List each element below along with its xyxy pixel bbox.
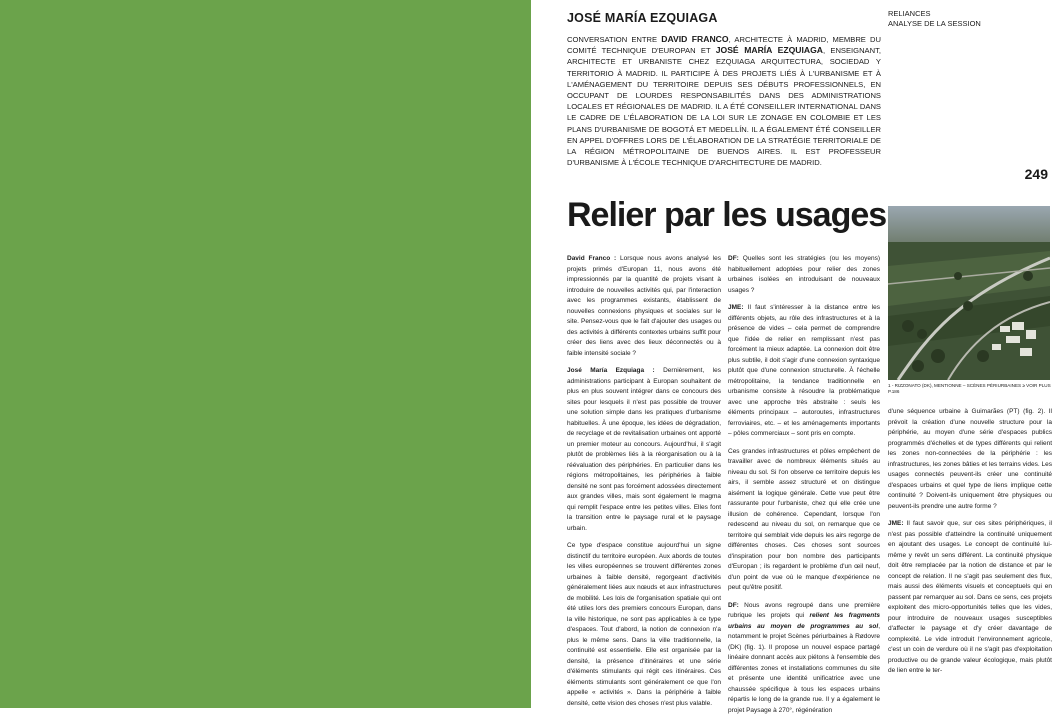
speaker-label: David Franco :	[567, 255, 617, 262]
paragraph-text: Il faut s'intéresser à la distance entre les différents objets, au rôle des infrastructures et à la présence de vides – cela permet de comprendre que l'idée de relier en remplissant n'est pas forcément la mieux adaptée. La connexion doit être plus subtile, il doit s'agir d'une connexion syntaxique plutôt que d'une connexion structurelle. À l'échelle métropolitaine, la tendance traditionnelle en urbanisme consiste à résoudre la problématique avec une approche très abstraite : seuls les éléments principaux – autoroutes, infrastructures ferroviaires, etc. – et les aménagements importants – pôles commerciaux – sont pris en compte.	[728, 304, 880, 437]
aerial-photo	[888, 206, 1050, 380]
paragraph	[567, 254, 721, 359]
paragraph	[728, 254, 880, 296]
paragraph-text: , notamment le projet Scènes périurbaines à Rødovre (DK) (fig. 1). Il propose un nouvel espace partagé linéaire donnant accès aux piétons à l'ensemble des différentes zones et installations communes du site et présente une identité unificatrice avec une chaussée spécifique à tous les espaces urbains répartis le long de la grande rue. Il y a également le projet Paysage à 270°, régénération	[728, 622, 880, 714]
headline: Relier par les usages	[567, 196, 887, 234]
intro-name-franco: DAVID FRANCO	[661, 34, 729, 44]
section-label	[888, 9, 981, 28]
paragraph-text: Il faut savoir que, sur ces sites périphériques, il n'est pas possible d'atteindre la continuité uniquement en ajoutant des usages. Le concept de continuité lui-même y revêt un sens différent. La continuité physique doit être remplacée par la notion de distance et par le concept de relation. Il ne s'agit pas seulement des flux, mais aussi des éléments visuels et conceptuels qui en passent par remarquer au sol. Dans ce sens, ces projets exploitent des micro-opportunités telles que les vides, pour introduire de nouveaux usages susceptibles d'affecter le paysage et d'y créer davantage de complexité. Le vide introduit l'environnement agricole, c'est un coin de verdure où il ne s'agit pas d'exploitation productive ou de grande valeur écologique, mais plutôt de lien entre le ter-	[888, 520, 1052, 674]
speaker-label: JME:	[728, 304, 744, 311]
photo-caption: 1 - RIZZONATO (DK), MENTIONNE – SCÈNES PÉRIURBAINES ≥ VOIR PLUS P.186	[888, 383, 1051, 394]
column-2	[728, 254, 880, 723]
intro-text	[567, 34, 881, 168]
section-label-line-2: ANALYSE DE LA SESSION	[888, 18, 981, 28]
intro-part: , ARCHITECTE À MADRID, MEMBRE DU COMITÉ TECHNIQUE D'EUROPAN ET	[567, 35, 881, 56]
speaker-label: José María Ezquiaga :	[567, 367, 655, 374]
page-number: 249	[1024, 166, 1048, 182]
paragraph-text: Dernièrement, les administrations participant à Europan souhaitent de plus en plus souvent intégrer dans ce concours des sites pour lesquels il n'est pas possible de trouver une solution simple dans les pratiques d'urbanisme habituelles. À une époque, les idées de dégradation, de recyclage et de revitalisation urbaines ont apporté un premier moteur au concours. Aujourd'hui, il s'agit plutôt de problèmes liés à la réorganisation ou à la réévaluation des périphéries. En particulier dans les régions métropolitaines, les périphéries à faible densité ne sont pas forcément adossées directement aux grandes villes, mais sont également le magma qui remplit l'espace entre les petites villes. Elles font la transition entre le paysage rural et le paysage urbain.	[567, 367, 721, 532]
paragraph-text: Lorsque nous avons analysé les projets primés d'Europan 11, nous avons été impressionnés par la quantité de projets visant à introduire de nouvelles activités qui, par l'interaction avec les programmes existants, établissent de nouvelles connexions physiques et sociales sur le site. Pensez-vous que le fait d'ajouter des usages ou des activités à différents contextes urbains suffit pour créer des liens avec des lieux déconnectés ou à faible intensité sociale ?	[567, 255, 721, 357]
column-3	[888, 407, 1052, 684]
speaker-label: DF:	[728, 601, 739, 609]
paragraph: d'une séquence urbaine à Guimarães (PT) (fig. 2). Il prévoit la création d'une nouvelle structure pour la périphérie, au moyen d'une série d'espaces publics programmés d'échelles et de types différents qui relient les zones non-connectées de la périphérie : les infrastructures, les zones bâties et les terrains vides. Les usages connectés peuvent-ils créer une continuité d'espaces urbains et quel type de liens implique cette continuité ? Doivent-ils uniquement être physiques ou peuvent-ils prendre une autre forme ?	[888, 408, 1052, 510]
intro-name-ezquiaga: JOSÉ MARÍA EZQUIAGA	[715, 45, 823, 56]
paragraph	[888, 519, 1052, 677]
emphasis: relient les fragments urbains au moyen de programmes au sol	[728, 612, 880, 630]
paragraph	[728, 303, 880, 440]
author-name: JOSÉ MARÍA EZQUIAGA	[567, 11, 718, 25]
section-label-line-1: RELIANCES	[888, 9, 931, 18]
green-panel	[0, 0, 531, 708]
aerial-photo-illustration	[888, 206, 1050, 380]
speaker-label: DF:	[728, 255, 739, 262]
intro-part: , ENSEIGNANT, ARCHITECTE ET URBANISTE CHEZ EZQUIAGA ARQUITECTURA, SOCIEDAD Y TERRITORIO À MADRID. IL PARTICIPE À DES PROJETS LIÉS À L'URBANISME ET À L'AMÉNAGEMENT DU TERRITOIRE DEPUIS SES DÉBUTS PROFESSIONNELS, EN OCCUPANT DE LOURDES RESPONSABILITÉS DANS DES ADMINISTRATIONS LOCALES ET RÉGIONALES DE MADRID. IL A ÉTÉ CONSEILLER INTERNATIONAL DANS LE CADRE DE L'ÉLABORATION DE LA LOI SUR LE ZONAGE EN COLOMBIE ET LES PLANS D'URBANISME DE BOGOTÁ ET MEDELLÍN. IL A ÉGALEMENT ÉTÉ CONSEILLER EN APPEL D'OFFRES LORS DE L'ÉLABORATION DE LA STRATÉGIE TERRITORIALE DE LA RÉGION MÉTROPOLITAINE DE BUENOS AIRES. IL EST PROFESSEUR D'URBANISME À L'ÉCOLE TECHNIQUE D'ARCHITECTURE DE MADRID.	[567, 46, 882, 168]
article-page	[531, 0, 1062, 714]
speaker-label: JME:	[888, 520, 904, 527]
paragraph: Ces grandes infrastructures et pôles empêchent de travailler avec de nombreux éléments situés au niveau du sol. Si l'on observe ce territoire depuis les airs, il semble assez structuré et on distingue aisément la logique générale. Cette vue peut être rassurante pour l'urbaniste, chez qui elle crée une illusion de cohérence. Cependant, lorsque l'on redescend au niveau du sol, on remarque que ce territoire qui semblait vide depuis les airs regorge de différentes choses. Ces choses sont sources d'inspiration pour bon nombre des participants d'Europan ; ils regardent le problème d'un œil neuf, d'un point de vue où le manque d'expérience ne peut qu'être positif.	[728, 447, 880, 591]
paragraph-text: Nous avons regroupé dans une première rubrique les projets qui	[728, 601, 880, 619]
paragraph	[728, 601, 880, 717]
column-1	[567, 254, 721, 716]
intro-part: CONVERSATION ENTRE	[567, 35, 662, 44]
paragraph: Ce type d'espace constitue aujourd'hui un signe distinctif du territoire européen. Aux abords de toutes les villes européennes se trouvent différentes zones urbaines à faible densité, regorgeant d'activités généralement liées aux nœuds et aux infrastructures de mobilité. Les lois de l'organisation spatiale qui ont été utiles lors des premiers concours Europan, dans la ville historique, ne sont pas applicables à ce type d'espaces. Tout d'abord, la notion de connexion n'a plus le même sens. Dans la ville traditionnelle, la continuité est essentielle. Elle est organisée par la densité, la présence d'itinéraires et une série d'éléments stimulants qui régit ces itinéraires. Ces éléments stimulants sont généralement ce que l'on appelle « activités ». Dans la périphérie à faible densité, cette vision des choses n'est plus valable.	[567, 542, 721, 707]
paragraph-text: Quelles sont les stratégies (ou les moyens) habituellement adoptées pour relier des zones urbaines isolées en introduisant de nouveaux usages ?	[728, 255, 880, 294]
paragraph	[567, 366, 721, 534]
